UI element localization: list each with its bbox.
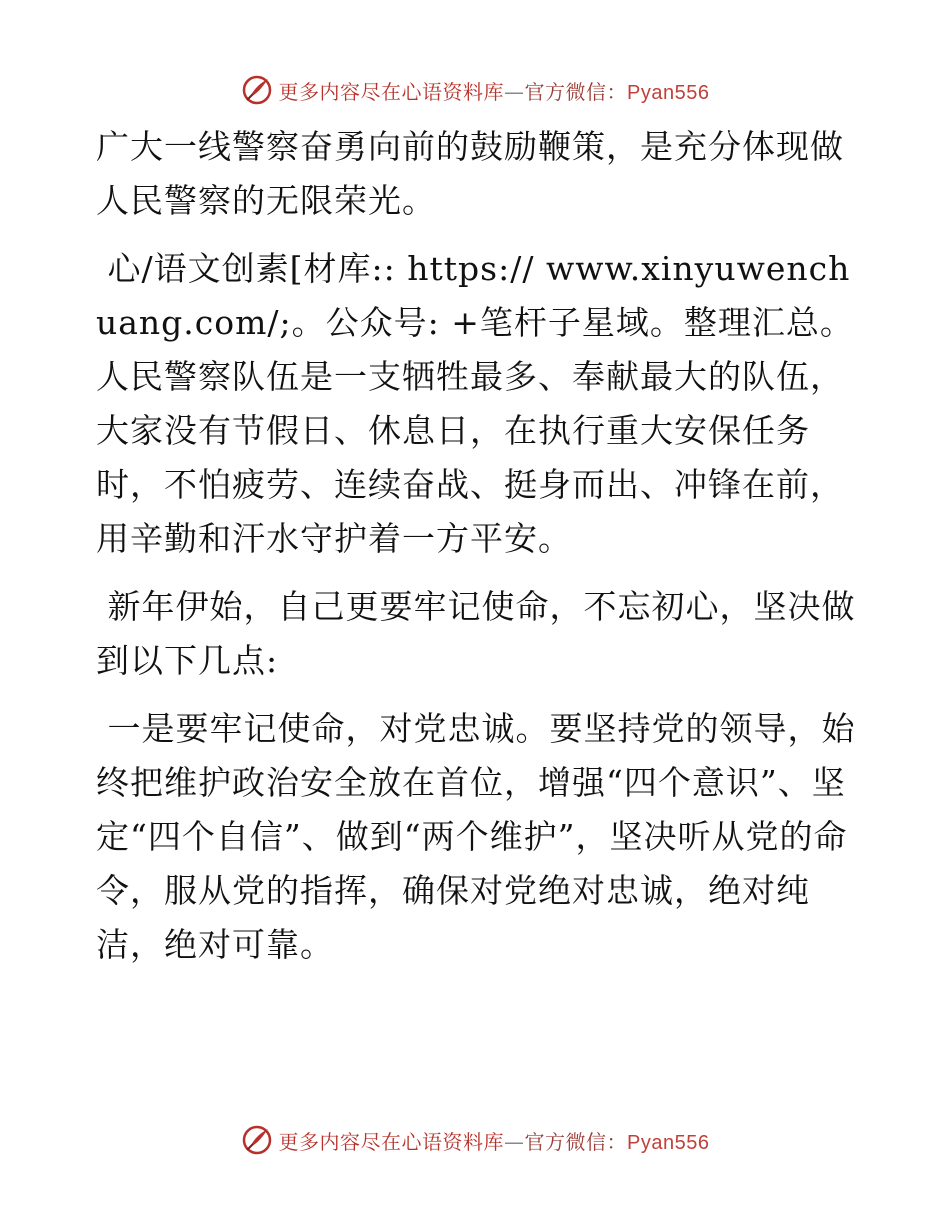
header-banner-separator: — [504, 79, 525, 104]
header-banner-title: 更多内容尽在心语资料库 [278, 79, 505, 104]
paragraph-2: 心/语文创素[材库:: https:// www.xinyuwenchuang.com/;。公众号: +笔杆子星域。整理汇总。人民警察队伍是一支牺牲最多、奉献最大的队伍，大家没有节假日、休息日，在执行重大安保任务时，不怕疲劳、连续奋战、挺身而出、冲锋在前，用辛勤和汗水守护着一方平安。 [96, 249, 854, 558]
paragraph-4: 一是要牢记使命，对党忠诚。要坚持党的领导，始终把维护政治安全放在首位，增强“四个意识”、坚定“四个自信”、做到“两个维护”，坚决听从党的命令，服从党的指挥，确保对党绝对忠诚，绝对纯洁，绝对可靠。 [96, 709, 856, 964]
feather-quill-logo-icon [241, 74, 273, 106]
feather-quill-logo-icon [241, 1124, 273, 1156]
footer-banner-wechat-label: 官方微信： [524, 1129, 628, 1154]
footer-banner-inner [241, 1124, 710, 1156]
footer-banner-title: 更多内容尽在心语资料库 [278, 1129, 505, 1154]
footer-banner-text [279, 1126, 710, 1155]
paragraph-3: 新年伊始，自己更要牢记使命，不忘初心，坚决做到以下几点: [96, 587, 856, 680]
header-banner [0, 70, 950, 110]
footer-banner [0, 1120, 950, 1160]
paragraph-1: 广大一线警察奋勇向前的鼓励鞭策，是充分体现做人民警察的无限荣光。 [96, 127, 844, 220]
header-banner-inner [241, 74, 710, 106]
header-banner-wechat-label: 官方微信： [524, 79, 628, 104]
footer-banner-separator: — [504, 1129, 525, 1154]
footer-banner-wechat-id: Pyan556 [627, 1131, 710, 1154]
header-banner-text [279, 76, 710, 105]
document-body [96, 120, 856, 986]
header-banner-wechat-id: Pyan556 [627, 81, 710, 104]
